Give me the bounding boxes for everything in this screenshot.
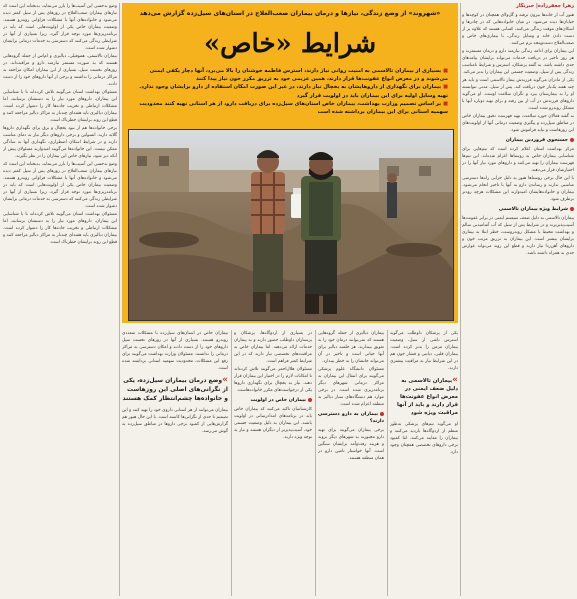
column-divider: [119, 3, 120, 596]
feature-box: [122, 3, 458, 323]
subheading: [462, 206, 574, 213]
paragraph: به گفته فعالان حوزه سلامت، تهیه فهرست دقیق بیماران خاص در مناطق سیل‌زده و پیگیری وضعیت درمانی آنها از اولویت‌های این روزهاست و نباید فراموش شود.: [462, 114, 574, 133]
subheading: [318, 411, 384, 425]
pull-quote-text: بیماران تالاسمی به دلیل ضعف ایمنی در معرض انواع عفونت‌ها قرار دارند و باید از آنها مراقبت ویژه شود: [396, 378, 458, 416]
paragraph: وضع بدحسی این آسیب‌ها را بارز می‌نماید، بدبختانه این است که نیازهای بیماران صعب‌العلاج در روزهای پس از سیل کمتر دیده می‌شود و خانواده‌های آنها با مشکلات فراوانی روبه‌رو هستند. وضعیت بیماران خاص یکی از اولویت‌هایی است که باید در برنامه‌ریزی‌ها مورد توجه قرار گیرد، زیرا بسیاری از آنها در شرایطی زندگی می‌کنند که دسترسی به خدمات درمانی برایشان دشوار شده است.: [3, 162, 117, 209]
quote-mark-icon: »: [222, 375, 228, 385]
paragraph: مسئولان هلال‌احمر می‌گویند تلاش کرده‌اند تا امکانات لازم را در اختیار این بیماران قرار دهند. نیاز به یخچال برای نگهداری داروها یکی از درخواست‌های مکرر خانواده‌هاست.: [234, 367, 312, 393]
square-bullet-icon: ■: [443, 84, 448, 91]
article-column-5: [390, 330, 458, 596]
paragraph: برخی بیماران می‌گویند برای تهیه دارو مجبورند به شهرهای دیگر بروند و هزینه رفت‌وآمد برایشان سنگین است. آنها خواستار تامین دارو در همان منطقه هستند.: [318, 428, 384, 461]
paragraph: وضع بدحسی این آسیب‌ها را بارز می‌نماید، بدبختانه این است که نیازهای بیماران صعب‌العلاج در روزهای پس از سیل کمتر دیده می‌شود و خانواده‌های آنها با مشکلات فراوانی روبه‌رو هستند. وضعیت بیماران خاص یکی از اولویت‌هایی است که باید در برنامه‌ریزی‌ها مورد توجه قرار گیرد، زیرا بسیاری از آنها در شرایطی زندگی می‌کنند که دسترسی به خدمات درمانی برایشان دشوار شده است.: [3, 4, 117, 51]
summary-bullet-text: بسیاری از بیماران تالاسمی به امنیت روانی نیاز دارند، استرس فاطمه خوشنان را بالا می‌برد، آنها دچار یکفی ایمنی می‌شوند و در معرض انواع عفونت‌ها قرار دارند، همین عزیمی خود به تزریق مکرر خون نیاز پیدا کنند: [149, 68, 448, 83]
summary-bullet: [136, 67, 448, 83]
subheading-text: بیماران به دارو دسترسی دارند؟: [318, 412, 384, 424]
article-column-left: [3, 3, 117, 596]
flood-photo: [128, 129, 454, 321]
square-bullet-icon: ■: [443, 68, 448, 74]
pull-quote-text: وضع درمان بیماران سیل‌زده، یکی از نگرانی‌های اصلی این روزهاست و خانواده‌ها چشم‌انتظار کمک هستند: [122, 377, 228, 402]
paragraph: در بسیاری از اردوگاه‌ها، پزشکان و پرستاران داوطلب حضور دارند و به بیماران خدمات ارائه می‌دهند. اما بیماران خاص به مراقبت‌های تخصصی نیاز دارند که در این شرایط کمتر فراهم است.: [234, 331, 312, 364]
pull-quote: [122, 376, 228, 403]
quote-mark-icon: »: [452, 375, 458, 385]
paragraph: مسئولان بهداشت استان می‌گویند تلاش کرده‌اند تا با شناسایی این بیماران، داروهای مورد نیاز را به دستشان برسانند، اما مشکلات ارتباطی و تخریب جاده‌ها کار را دشوار کرده است. بیماران دیالیزی باید هفته‌ای چندبار به مراکز دیالیز مراجعه کنند و قطع این روند برایشان خطرناک است.: [3, 212, 117, 245]
flood-scene-illustration: [129, 130, 453, 320]
subheading-text: بیماران خاص در اولویت: [250, 398, 306, 403]
column-divider: [460, 3, 461, 596]
subheading-text: شرایط ویژه بیماران تالاسمی: [498, 207, 568, 212]
subheading: [462, 137, 574, 144]
paragraph: یکی از پزشکان داوطلب می‌گوید استرس ناشی از سیل، وضعیت بیماران مزمن را بدتر کرده است. بیماران قلبی، دیابتی و فشار خون هم در این شرایط نیاز به مراقبت بیشتری دارند.: [390, 331, 458, 371]
paragraph: مسئولان بهداشت استان می‌گویند تلاش کرده‌اند تا با شناسایی این بیماران، داروهای مورد نیاز را به دستشان برسانند، اما مشکلات ارتباطی و تخریب جاده‌ها کار را دشوار کرده است. بیماران دیالیزی باید هفته‌ای چندبار به مراکز دیالیز مراجعه کنند و قطع این روند برایشان خطرناک است.: [3, 90, 117, 123]
paragraph: هنوز آب از خانه‌ها بیرون نرفته و گل‌ولای همچنان در کوچه‌ها و خیابان‌ها دیده می‌شود. در میان خانواده‌هایی که در چادرها و اسکان‌های موقت زندگی می‌کنند، کسانی هستند که علاوه بر از دست دادن خانه و وسایل زندگی، با بیماری‌های خاص و صعب‌العلاج دست‌وپنجه نرم می‌کنند.: [462, 13, 574, 46]
column-divider: [315, 330, 316, 596]
paragraph: این بیماران برای ادامه زندگی نیازمند دارو و درمان مستمرند و هر روز تاخیر در دریافت خدمات می‌تواند برایشان پیامدهای جدی داشته باشد. به گفته پزشکان، استرس و شرایط نامناسب زندگی پس از سیل، وضعیت جسمی این بیماران را بدتر می‌کند.: [462, 49, 574, 75]
bullet-dot-icon: [570, 138, 574, 142]
column-divider: [231, 330, 232, 596]
headline: شرایط «خاص»: [203, 29, 377, 59]
bullet-dot-icon: [380, 412, 384, 416]
square-bullet-icon: ■: [443, 100, 448, 107]
paragraph: مسئولان دانشگاه علوم پزشکی می‌گویند برای انتقال این بیماران به مراکز درمانی شهرهای دیگر برنامه‌ریزی شده است. در برخی موارد هم دستگاه‌های سیار دیالیز به منطقه اعزام شده است.: [318, 367, 384, 407]
subheading: [234, 397, 312, 404]
paragraph: یکی از مادران می‌گوید فرزندش بیمار تالاسمی است و باید هر چند هفته یک‌بار خون دریافت کند. پس از سیل، مدتی نتوانسته او را به بیمارستان ببرد و نگران سلامت اوست. او می‌گوید داروهای فرزندش در آب از بین رفته و برای تهیه دوباره آنها با مشکل روبه‌رو شده است.: [462, 78, 574, 111]
article-column-2: [122, 330, 228, 596]
paragraph: با این حال برخی روستاها هنوز به دلیل خرابی راه‌ها دسترسی مناسبی ندارند و رساندن دارو به آنها با تاخیر انجام می‌شود. بیماران و خانواده‌هایشان امیدوارند این مشکلات هرچه زودتر برطرف شود.: [462, 176, 574, 202]
paragraph: بیماران تالاسمی به دلیل ضعف سیستم ایمنی در برابر عفونت‌ها آسیب‌پذیرترند و در شرایط پس از سیل که آب آشامیدنی سالم و بهداشت محیط با مشکل روبه‌روست، خطر ابتلا به بیماری برایشان بیشتر است. این بیماران به تزریق مرتب خون و داروهای آهن‌زدا نیاز دارند و قطع این روند می‌تواند عوارض جدی به همراه داشته باشد.: [462, 216, 574, 256]
paragraph: بیماران خاص در استان‌های سیل‌زده با مشکلات متعددی روبه‌رو هستند. بسیاری از آنها در روزهای نخست سیل داروهای خود را از دست دادند و امکان دسترسی به مراکز درمانی را نداشتند. مسئولان وزارت بهداشت می‌گویند برای رفع این مشکلات، محدودیت سهمیه استانی برداشته شده است.: [122, 331, 228, 371]
summary-bullet-text: بر اساس تصمیم وزارت بهداشت، بیماران خاص استان‌های سیل‌زده برای دریافت دارو، از هر استانی تهیه کنند محدودیت سهمیه استانی برای این بیماران برداشته شده است: [139, 100, 448, 116]
paragraph: برخی خانواده‌ها هم از نبود یخچال و برق برای نگهداری داروها گلایه دارند. انسولین و برخی داروهای دیگر نیاز به دمای مناسب دارند و در شرایط اسکان اضطراری، نگهداری آنها به سادگی ممکن نیست. این خانواده‌ها می‌گویند امیدوارند مسئولان پیش از آنکه دیر شود، نیازهای خاص این بیماران را در نظر بگیرند.: [3, 126, 117, 159]
summary-bullet-text: بیماران برای نگهداری از داروهایشان به یخچال نیاز دارند، در غیر این صورت امکان استفاده از دارو برایشان وجود ندارد. تهیه وسایل اولیه برای این بیماران باید در اولویت قرار گیرد: [139, 84, 448, 99]
article-column-3: [234, 330, 312, 596]
paragraph: بیماران می‌توانند از هر استانی داروی خود را تهیه کنند و این تصمیم تا حدی از نگرانی‌ها کاسته است. با این حال هنوز هم گزارش‌هایی از کمبود برخی داروها در مناطق سیل‌زده به گوش می‌رسد.: [122, 408, 228, 434]
subheading-text: جستجوی فروردین بیماران: [505, 138, 568, 143]
bullet-dot-icon: [570, 207, 574, 211]
article-column-4: [318, 330, 384, 596]
column-divider: [387, 330, 388, 596]
pull-quote: [390, 376, 458, 417]
article-column-right: [462, 3, 574, 596]
paragraph: بیماران دیالیزی از جمله گروه‌هایی هستند که نمی‌توانند درمان خود را به تعویق بیندازند. هر جلسه دیالیز برای آنها حیاتی است و تاخیر در آن می‌تواند جانشان را به خطر بیندازد.: [318, 331, 384, 364]
paragraph: کارشناسان تاکید می‌کنند که بیماران خاص باید در برنامه‌های امدادرسانی در اولویت باشند. این بیماران به دلیل وضعیت جسمی خود، آسیب‌پذیرتر از دیگران هستند و نیاز به توجه ویژه دارند.: [234, 407, 312, 440]
summary-bullet: [136, 83, 448, 99]
paragraph: بیماران تالاسمی، هموفیلی، دیالیزی و ام‌اس از جمله گروه‌هایی هستند که به صورت مستمر نیازمند دارو و مراقبت‌اند. در روزهای نخست سیل، بسیاری از این بیماران امکان مراجعه به مراکز درمانی را نداشتند و برخی از آنها داروهای خود را از دست دادند.: [3, 54, 117, 87]
kicker: «شهروند» از وضع زندگی، نیازها و درمان بیماران صعب‌العلاج در استان‌های سیل‌زده گزارش می‌دهد: [139, 10, 441, 17]
byline: زهرا جعفرزاده| خبرنگار: [515, 3, 574, 9]
paragraph: او می‌گوید تیم‌های پزشکی به‌طور منظم از اردوگاه‌ها بازدید می‌کنند و بیماران را معاینه می‌کنند. اما کمبود برخی داروهای تخصصی همچنان وجود دارد.: [390, 422, 458, 455]
paragraph: مرکز بهداشت استان اعلام کرده است که تیم‌هایی برای شناسایی بیماران خاص به روستاها اعزام شده‌اند. این تیم‌ها فهرست بیماران را تهیه می‌کنند و داروهای مورد نیاز آنها را در اختیارشان قرار می‌دهند.: [462, 147, 574, 173]
summary-bullet: [136, 100, 448, 116]
bullet-dot-icon: [308, 398, 312, 402]
summary-bullets: [136, 67, 448, 116]
